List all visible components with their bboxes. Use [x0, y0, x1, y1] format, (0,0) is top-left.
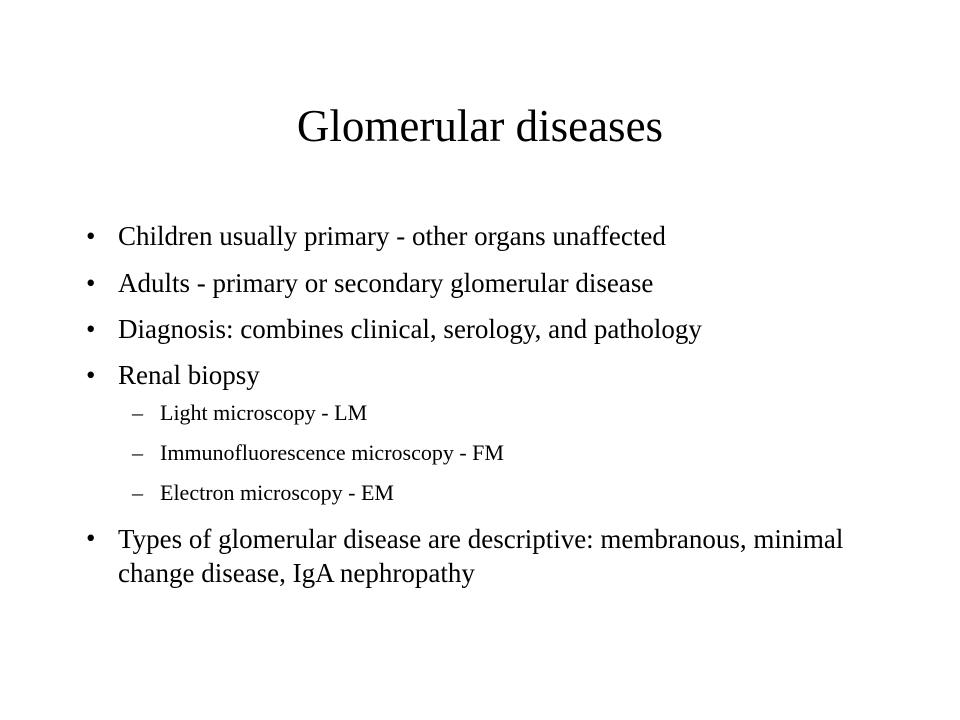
bullet-text: Diagnosis: combines clinical, serology, and pathology [118, 314, 702, 344]
bullet-text: Types of glomerular disease are descriptive: membranous, minimal change disease, IgA nephropathy [118, 524, 844, 588]
bullet-marker: • [86, 523, 96, 553]
sub-bullet-text: Electron microscopy - EM [160, 480, 394, 505]
bullet-text: Children usually primary - other organs unaffected [118, 221, 666, 251]
sub-bullet-marker: – [132, 400, 143, 425]
sub-bullet-marker: – [132, 440, 143, 465]
sub-bullet-marker: – [132, 480, 143, 505]
slide-title: Glomerular diseases [296, 101, 664, 151]
bullet-marker: • [86, 268, 96, 298]
bullet-marker: • [86, 221, 96, 251]
bullet-marker: • [86, 360, 96, 390]
sub-bullet-text: Immunofluorescence microscopy - FM [160, 440, 504, 465]
bullet-marker: • [86, 314, 96, 344]
sub-bullet-text: Light microscopy - LM [160, 400, 368, 425]
bullet-text: Renal biopsy [118, 360, 260, 390]
bullet-text: Adults - primary or secondary glomerular disease [118, 268, 654, 298]
